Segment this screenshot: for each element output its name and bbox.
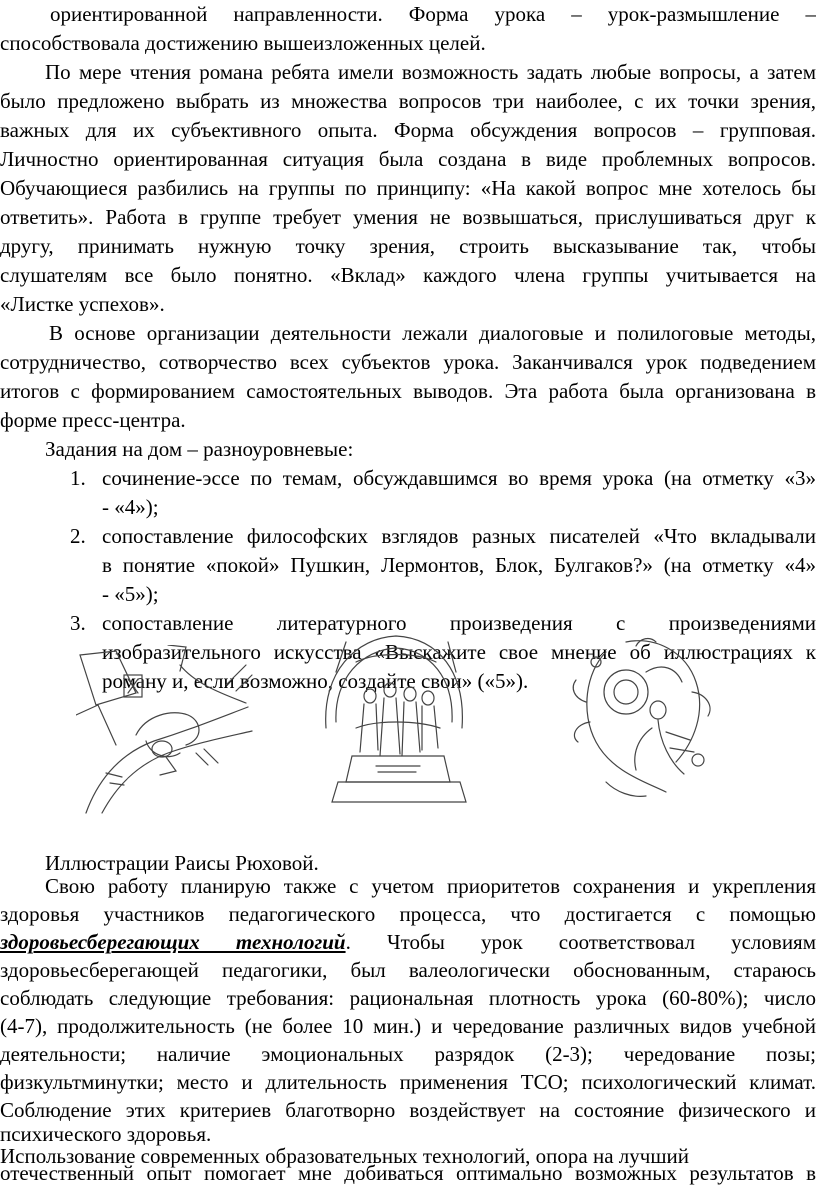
list-item-line: - «4»);: [102, 495, 159, 519]
emphasized-term: здоровьесберегающих технологий: [0, 930, 346, 954]
paragraph-line: деятельности; наличие эмоциональных разрядок (2-3); чередование позы;: [0, 1042, 816, 1066]
paragraph-line: [0, 928, 816, 956]
paragraph-line: способствовала достижению вышеизложенных целей.: [0, 31, 486, 55]
paragraph-line: Свою работу планирую также с учетом приоритетов сохранения и укрепления: [45, 874, 816, 898]
illustration-1: [76, 645, 254, 815]
illustration-3: [566, 632, 718, 812]
paragraph-line: Личностно ориентированная ситуация была создана в виде проблемных вопросов.: [0, 147, 816, 171]
homework-title: Задания на дом – разноуровневые:: [45, 437, 354, 461]
paragraph-line: Соблюдение этих критериев благотворно воздействует на состояние физического и: [0, 1098, 816, 1122]
list-number: 1.: [70, 466, 86, 490]
paragraph-line: было предложено выбрать из множества вопросов три наиболее, с их точки зрения,: [0, 89, 816, 113]
paragraph-line: психического здоровья.: [0, 1122, 212, 1146]
paragraph-line: здоровьесберегающей педагогики, был валеологически обоснованным, стараюсь: [0, 958, 816, 982]
list-item-line: сопоставление философских взглядов разных писателей «Что вкладывали: [102, 524, 816, 548]
paragraph-line: другу, принимать нужную точку зрения, строить высказывание так, чтобы: [0, 234, 816, 258]
list-item-line: роману и, если возможно, создайте свои» («5»).: [102, 669, 529, 693]
paragraph-line: ориентированной направленности. Форма урока – урок-размышление –: [50, 2, 816, 26]
paragraph-line: итогов с формированием самостоятельных выводов. Эта работа была организована в: [0, 379, 816, 403]
paragraph-line: По мере чтения романа ребята имели возможность задать любые вопросы, а затем: [45, 60, 816, 84]
paragraph-line: здоровья участников педагогического процесса, что достигается с помощью: [0, 902, 816, 926]
paragraph-line: В основе организации деятельности лежали диалоговые и полилоговые методы,: [49, 321, 816, 345]
illustration-caption: Иллюстрации Раисы Рюховой.: [45, 851, 319, 875]
list-item-line: в понятие «покой» Пушкин, Лермонтов, Блок, Булгаков?» (на отметку «4»: [102, 553, 816, 577]
list-item-line: - «5»);: [102, 582, 159, 606]
paragraph-line: форме пресс-центра.: [0, 408, 186, 432]
paragraph-line: слушателям все было понятно. «Вклад» каждого члена группы учитывается на: [0, 263, 816, 287]
illustration-2: [316, 632, 474, 810]
paragraph-line: важных для их субъективного опыта. Форма обсуждения вопросов – групповая.: [0, 118, 816, 142]
paragraph-line: «Листке успехов».: [0, 292, 165, 316]
list-item-line: сопоставление литературного произведения с произведениями: [102, 611, 816, 635]
paragraph-line: Обучающиеся разбились на группы по принципу: «На какой вопрос мне хотелось бы: [0, 176, 816, 200]
paragraph-line: Использование современных образовательных технологий, опора на лучший: [0, 1144, 689, 1168]
paragraph-line: соблюдать следующие требования: рациональная плотность урока (60-80%); число: [0, 986, 816, 1010]
paragraph-text: . Чтобы урок соответствовал условиям: [345, 930, 816, 954]
paragraph-line: ответить». Работа в группе требует умения не возвышаться, прислушиваться друг к: [0, 205, 816, 229]
paragraph-line: (4-7), продолжительность (не более 10 мин.) и чередование различных видов учебной: [0, 1014, 816, 1038]
paragraph-line: сотрудничество, сотворчество всех субъектов урока. Заканчивался урок подведением: [0, 350, 816, 374]
list-number: 2.: [70, 524, 86, 548]
paragraph-line: отечественный опыт помогает мне добиваться оптимально возможных результатов в: [0, 1161, 816, 1185]
list-item-line: изобразительного искусства «Выскажите свое мнение об иллюстрациях к: [102, 640, 816, 664]
paragraph-line: физкультминутки; место и длительность применения ТСО; психологический климат.: [0, 1070, 816, 1094]
list-number: 3.: [70, 611, 86, 635]
list-item-line: сочинение-эссе по темам, обсуждавшимся во время урока (на отметку «3»: [102, 466, 816, 490]
